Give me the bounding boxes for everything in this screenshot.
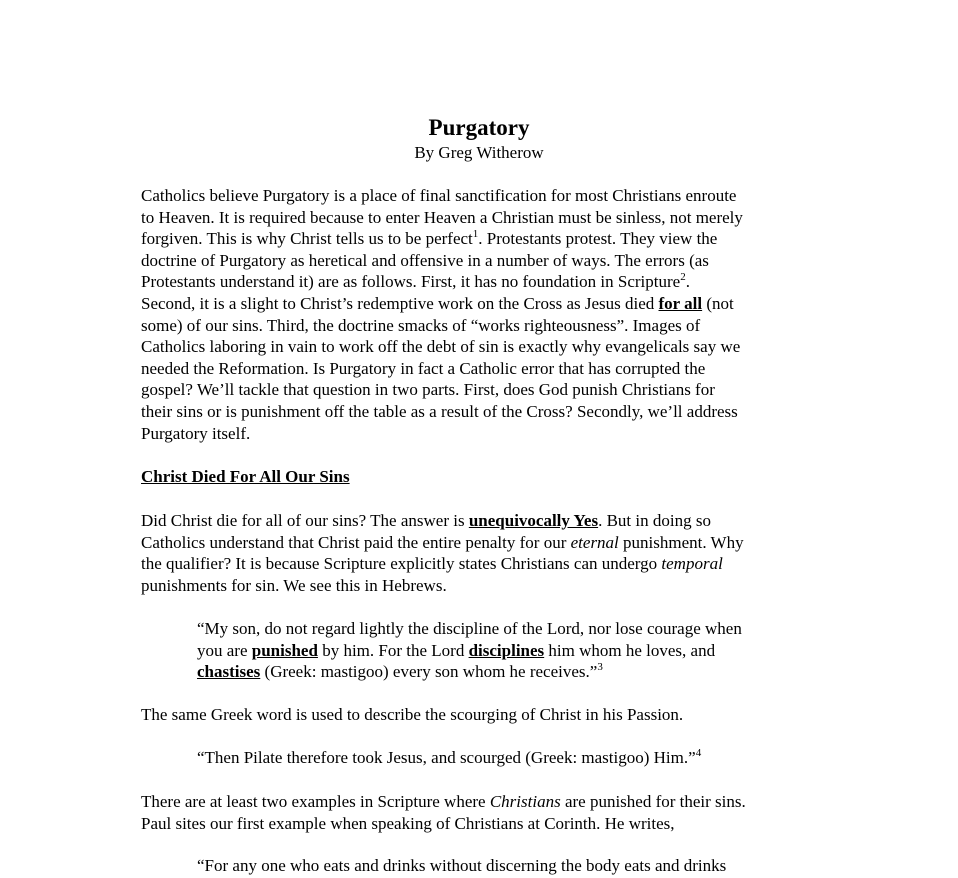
paragraph-line: the qualifier? It is because Scripture explicitly states Christians can undergo temporal (141, 554, 723, 574)
document-author: By Greg Witherow (414, 143, 544, 162)
paragraph-line: doctrine of Purgatory as heretical and offensive in a number of ways. The errors (as (141, 250, 709, 270)
scripture-quote-corinth: “For any one who eats and drinks without discerning the body eats and drinks (197, 856, 727, 875)
paragraph-line: Purgatory itself. (141, 423, 251, 443)
section-paragraph (141, 510, 831, 596)
paragraph-line: forgiven. This is why Christ tells us to be perfect$^1$. Protestants protest. They view the (141, 228, 718, 249)
emphasis-text: for all (658, 293, 703, 313)
emphasis-text: punished (251, 640, 318, 660)
footnote-ref: 2 (680, 271, 686, 284)
emphasis-text: chastises (197, 662, 261, 682)
footnote-ref: 1 (472, 228, 479, 241)
quote-line: you are punished by him. For the Lord disciplines him whom he loves, and (197, 640, 716, 660)
paragraph-line: There are at least two examples in Scripture where Christians are punished for their sins. (141, 792, 746, 811)
quote-line: “My son, do not regard lightly the discipline of the Lord, nor lose courage when (197, 619, 742, 638)
footnote-ref: 4 (695, 747, 702, 759)
paragraph-line: Catholics laboring in vain to work off the debt of sin is exactly why evangelicals say we (141, 337, 741, 357)
paragraph-line: punishments for sin. We see this in Hebrews. (141, 575, 447, 595)
emphasis-text: unequivocally Yes (468, 511, 599, 530)
paragraph-line: their sins or is punishment off the table as a result of the Cross? Secondly, we’ll address (141, 401, 738, 421)
scripture-quote-pilate: “Then Pilate therefore took Jesus, and scourged (Greek: mastigoo) Him.”$^4$ (197, 747, 702, 767)
paragraph-line: Paul sites our first example when speaking of Christians at Corinth. He writes, (141, 813, 675, 833)
section-heading: Christ Died For All Our Sins (141, 467, 350, 486)
paragraph-line: some) of our sins. Third, the doctrine smacks of “works righteousness”. Images of (141, 315, 701, 335)
paragraph-line: gospel? We’ll tackle that question in two parts. First, does God punish Christians for (141, 380, 715, 400)
emphasis-text: disciplines (468, 640, 545, 660)
examples-paragraph (141, 791, 831, 834)
paragraph-line: Did Christ die for all of our sins? The answer is unequivocally Yes. But in doing so (141, 511, 711, 530)
paragraph-line: Second, it is a slight to Christ’s redemptive work on the Cross as Jesus died for all (not (141, 293, 734, 313)
greek-word-paragraph: The same Greek word is used to describe the scourging of Christ in his Passion. (141, 705, 684, 724)
italic-text: temporal (661, 554, 723, 574)
paragraph-line: needed the Reformation. Is Purgatory in fact a Catholic error that has corrupted the (141, 358, 706, 378)
paragraph-line: Protestants understand it) are as follows. First, it has no foundation in Scripture$^2$. (141, 271, 690, 292)
scripture-quote-hebrews (197, 618, 817, 683)
paragraph-line: to Heaven. It is required because to enter Heaven a Christian must be sinless, not merely (141, 207, 743, 227)
intro-paragraph (141, 185, 831, 444)
quote-line: chastises (Greek: mastigoo) every son whom he receives.”$^3$ (197, 661, 603, 682)
italic-text: eternal (570, 532, 619, 552)
footnote-ref: 3 (597, 661, 603, 674)
paragraph-line: Catholics understand that Christ paid the entire penalty for our eternal punishment. Why (141, 532, 744, 552)
document-title: Purgatory (428, 115, 530, 140)
paragraph-line: Catholics believe Purgatory is a place of final sanctification for most Christians enroute (141, 186, 737, 205)
italic-text: Christians (489, 792, 561, 811)
